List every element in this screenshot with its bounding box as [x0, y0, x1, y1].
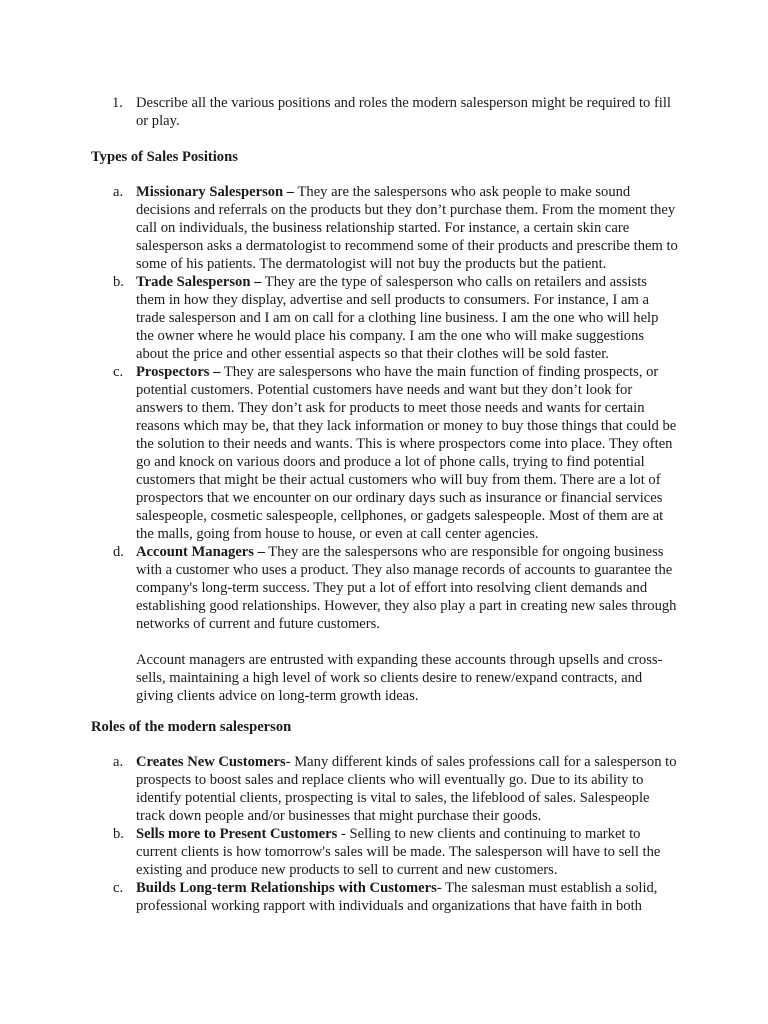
question-number: 1. [112, 95, 123, 111]
item-text: - The salesman must establish a solid, professional working rapport with individuals and organizations that have faith in both [136, 880, 658, 914]
list-item [113, 879, 679, 915]
item-text: They are salespersons who have the main function of finding prospects, or potential customers. Potential customers have needs and want but they don’t look for answers to them. They don’t ask for products to meet those needs and wants for certain reasons which may be, that they lack information or money to buy those things that could be the solution to their needs and wants. This is where prospectors come into place. They often go and knock on various doors and produce a lot of phone calls, trying to find potential customers that might be their actual customers who will buy from them. There are a lot of prospectors that we encounter on our ordinary days such as insurance or financial services salespeople, cosmetic salespeople, cellphones, or gadgets salespeople. Most of them are at the malls, going from house to house, or even at call center agencies. [136, 364, 677, 542]
roles-heading: Roles of the modern salesperson [91, 719, 292, 735]
item-marker: a. [113, 184, 124, 200]
types-list [113, 183, 679, 705]
item-term: Trade Salesperson – [136, 274, 262, 290]
item-text: - Selling to new clients and continuing to market to current clients is how tomorrow's sales will be made. The salesperson will have to sell the existing and produce new products to sell to current and new customers. [136, 826, 661, 878]
item-term: Builds Long-term Relationships with Customers [136, 880, 437, 896]
item-term: Creates New Customers [136, 754, 286, 770]
list-item [113, 273, 679, 363]
item-marker: c. [113, 880, 124, 896]
item-text: They are the salespersons who are responsible for ongoing business with a customer who uses a product. They also manage records of accounts to guarantee the company's long-term success. They put a lot of effort into resolving client demands and establishing good relationships. However, they also play a part in creating new sales through networks of current and future customers. [136, 544, 677, 632]
list-item [113, 543, 679, 705]
list-item [113, 363, 679, 543]
item-marker: d. [113, 544, 124, 560]
roles-list [113, 753, 679, 915]
item-text: - Many different kinds of sales professions call for a salesperson to prospects to boost sales and replace clients who will eventually go. Due to its ability to identify potential clients, prospecting is vital to sales, the lifeblood of sales. Salespeople track down people and/or businesses that might purchase their goods. [136, 754, 677, 824]
list-item [113, 825, 679, 879]
item-term: Account Managers – [136, 544, 265, 560]
item-text: They are the type of salesperson who calls on retailers and assists them in how they display, advertise and sell products to consumers. For instance, I am a trade salesperson and I am on call for a clothing line business. I am the one who will help the owner where he would place his company. I am the one who will make suggestions about the price and other essential aspects so that their clothes will be sold faster. [136, 274, 659, 362]
item-text: They are the salespersons who ask people to make sound decisions and referrals on the products but they don’t purchase them. From the moment they call on individuals, the business relationship started. For instance, a certain skin care salesperson asks a dermatologist to recommend some of their products and prescribe them to some of his patients. The dermatologist will not buy the products but the patient. [136, 184, 678, 272]
question-text: Describe all the various positions and roles the modern salesperson might be required to fill or play. [136, 95, 671, 129]
item-term: Missionary Salesperson – [136, 184, 295, 200]
item-term: Prospectors – [136, 364, 221, 380]
types-heading: Types of Sales Positions [91, 149, 238, 165]
list-item [113, 183, 679, 273]
item-marker: b. [113, 826, 124, 842]
question-1 [112, 94, 682, 130]
item-marker: c. [113, 364, 124, 380]
item-extra-paragraph: Account managers are entrusted with expanding these accounts through upsells and cross-sells, maintaining a high level of work so clients desire to renew/expand contracts, and giving clients advice on long-term growth ideas. [136, 652, 663, 704]
item-marker: b. [113, 274, 124, 290]
item-term: Sells more to Present Customers [136, 826, 338, 842]
item-marker: a. [113, 754, 124, 770]
list-item [113, 753, 679, 825]
